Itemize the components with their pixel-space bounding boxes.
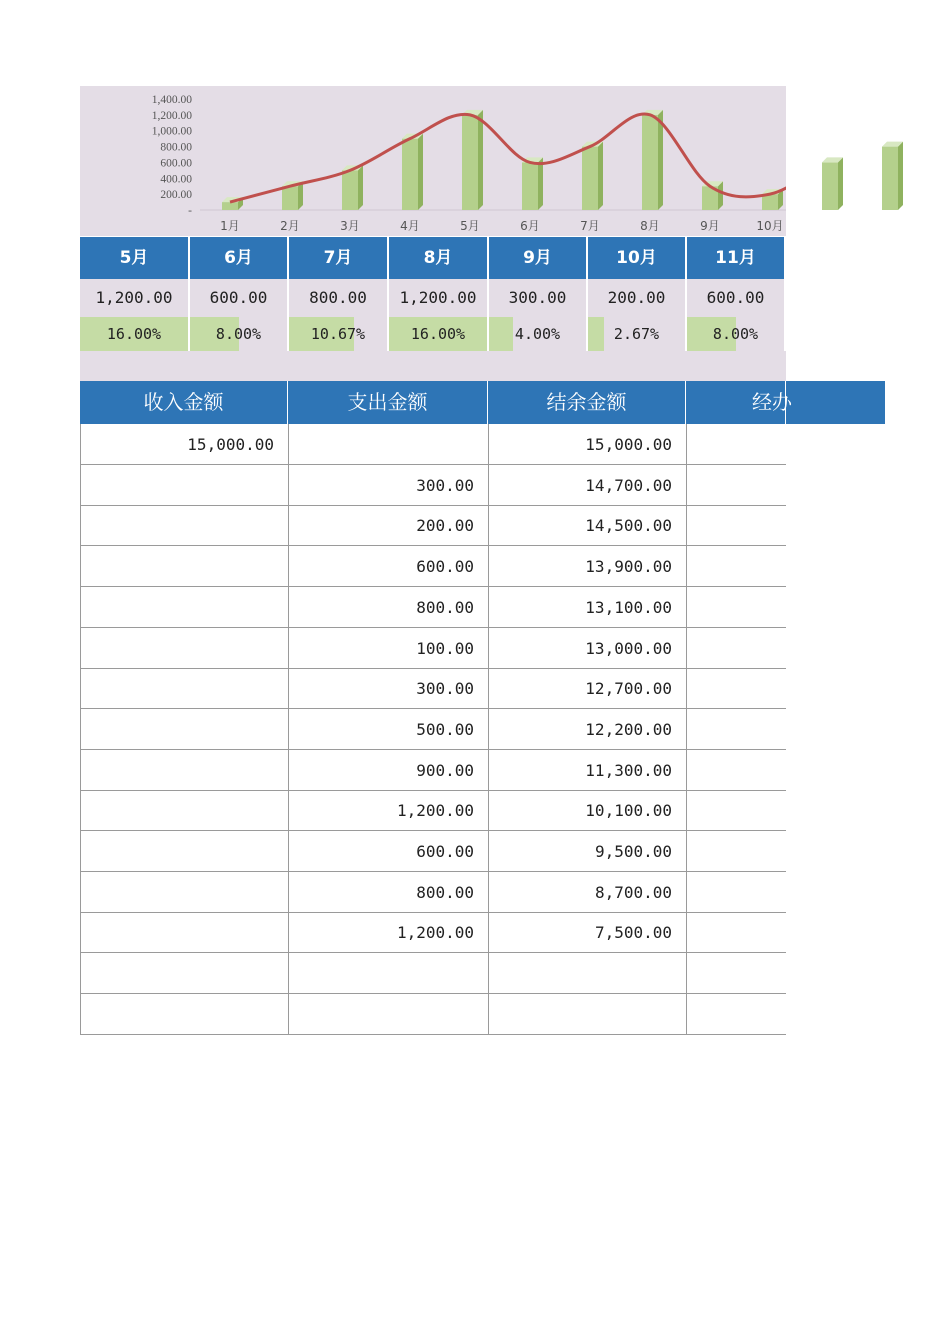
table-cell[interactable] (488, 994, 686, 1035)
bar-face (342, 170, 358, 210)
bar-face (582, 147, 598, 210)
bar-side (838, 157, 843, 210)
table-cell[interactable] (686, 668, 786, 709)
bar (882, 142, 903, 210)
table-cell[interactable] (80, 790, 288, 831)
table-cell[interactable]: 13,900.00 (488, 546, 686, 587)
y-tick-label: 1,000.00 (151, 125, 192, 138)
table-cell[interactable] (80, 709, 288, 750)
table-cell[interactable] (686, 628, 786, 669)
percent-label: 10.67% (310, 325, 366, 343)
table-row (80, 546, 786, 587)
table-cell[interactable]: 300.00 (288, 465, 488, 506)
x-tick-label: 8月 (640, 219, 660, 233)
table-cell[interactable] (686, 912, 786, 953)
table-cell[interactable] (80, 668, 288, 709)
month-percent-cell (588, 317, 687, 351)
month-header-cell: 5月 (80, 237, 190, 279)
x-tick-label: 7月 (580, 219, 600, 233)
table-cell[interactable] (80, 994, 288, 1035)
month-value-cell: 1,200.00 (389, 279, 489, 317)
percent-label: 4.00% (514, 325, 561, 343)
table-cell[interactable]: 100.00 (288, 628, 488, 669)
month-value-cell: 1,200.00 (80, 279, 190, 317)
table-cell[interactable] (686, 831, 786, 872)
table-row (80, 628, 786, 669)
bar-side (898, 142, 903, 210)
y-tick-label: 400.00 (160, 173, 192, 186)
month-percent-cell (687, 317, 786, 351)
x-tick-label: 5月 (460, 219, 480, 233)
table-cell[interactable] (686, 505, 786, 546)
table-cell[interactable] (80, 628, 288, 669)
x-tick-label: 4月 (400, 219, 420, 233)
month-percent-cell (190, 317, 289, 351)
month-value-cell: 800.00 (289, 279, 389, 317)
table-header-cell: 收入金额 (80, 381, 288, 424)
table-row (80, 831, 786, 872)
table-cell[interactable] (686, 587, 786, 628)
percent-label: 16.00% (410, 325, 466, 343)
table-cell[interactable] (288, 953, 488, 994)
table-row (80, 912, 786, 953)
bar-face (882, 147, 898, 210)
month-value-cell: 200.00 (588, 279, 687, 317)
x-tick-label: 10月 (756, 219, 784, 233)
table-cell[interactable] (80, 831, 288, 872)
table-cell[interactable] (488, 953, 686, 994)
table-cell[interactable] (288, 424, 488, 465)
table-row (80, 587, 786, 628)
table-cell[interactable]: 7,500.00 (488, 912, 686, 953)
table-cell[interactable]: 15,000.00 (488, 424, 686, 465)
table-row (80, 994, 786, 1035)
table-cell[interactable] (80, 912, 288, 953)
table-cell[interactable] (686, 953, 786, 994)
y-tick-label: 600.00 (160, 157, 192, 170)
month-value-cell: 600.00 (190, 279, 289, 317)
table-cell[interactable]: 9,500.00 (488, 831, 686, 872)
month-value-cell: 600.00 (687, 279, 786, 317)
table-cell[interactable] (686, 750, 786, 791)
table-cell[interactable] (80, 953, 288, 994)
income-expense-chart (80, 86, 910, 236)
month-value-cell: 300.00 (489, 279, 588, 317)
table-cell[interactable]: 300.00 (288, 668, 488, 709)
bar (402, 134, 423, 210)
table-cell[interactable]: 600.00 (288, 546, 488, 587)
table-cell[interactable]: 13,100.00 (488, 587, 686, 628)
bar-side (718, 181, 723, 210)
table-row (80, 505, 786, 546)
table-cell[interactable]: 12,700.00 (488, 668, 686, 709)
percent-label: 8.00% (712, 325, 759, 343)
table-row (80, 953, 786, 994)
table-cell[interactable]: 12,200.00 (488, 709, 686, 750)
bar-side (478, 110, 483, 210)
table-cell[interactable] (80, 505, 288, 546)
table-row (80, 709, 786, 750)
table-row (80, 872, 786, 913)
bar-face (402, 139, 418, 210)
table-cell[interactable]: 10,100.00 (488, 790, 686, 831)
month-header-cell: 7月 (289, 237, 389, 279)
table-cell[interactable]: 15,000.00 (80, 424, 288, 465)
bar-face (282, 186, 298, 210)
month-percent-cell (389, 317, 489, 351)
table-cell[interactable]: 8,700.00 (488, 872, 686, 913)
bar-face (522, 162, 538, 210)
month-header-cell: 9月 (489, 237, 588, 279)
bar-face (462, 115, 478, 210)
table-cell[interactable]: 900.00 (288, 750, 488, 791)
table-header-cell: 经办 (686, 381, 786, 424)
table-cell[interactable] (686, 424, 786, 465)
bar (702, 181, 723, 210)
y-tick-label: 1,400.00 (151, 94, 192, 106)
trend-line (230, 114, 890, 202)
y-tick-label: 200.00 (160, 189, 192, 202)
table-cell[interactable] (686, 790, 786, 831)
table-row (80, 465, 786, 506)
bar (462, 110, 483, 210)
month-header-cell: 8月 (389, 237, 489, 279)
bar-side (418, 134, 423, 210)
table-cell[interactable]: 800.00 (288, 587, 488, 628)
table-row (80, 424, 786, 465)
table-cell[interactable] (686, 465, 786, 506)
table-header-cell: 支出金额 (288, 381, 488, 424)
table-cell[interactable] (80, 465, 288, 506)
month-percent-cell (489, 317, 588, 351)
table-cell[interactable]: 600.00 (288, 831, 488, 872)
y-tick-label: 800.00 (160, 141, 192, 154)
table-row (80, 750, 786, 791)
table-cell[interactable] (686, 872, 786, 913)
table-cell[interactable]: 14,500.00 (488, 505, 686, 546)
table-row (80, 790, 786, 831)
month-header-row (80, 237, 786, 279)
x-tick-label: 6月 (520, 219, 540, 233)
table-cell[interactable] (686, 994, 786, 1035)
table-cell[interactable]: 1,200.00 (288, 790, 488, 831)
bar (582, 142, 603, 210)
table-cell[interactable] (686, 709, 786, 750)
x-tick-label: 2月 (280, 219, 300, 233)
table-cell[interactable]: 14,700.00 (488, 465, 686, 506)
month-value-row (80, 279, 786, 317)
month-header-cell: 11月 (687, 237, 786, 279)
bar (642, 110, 663, 210)
table-row (80, 668, 786, 709)
month-header-cell: 6月 (190, 237, 289, 279)
bar-face (222, 202, 238, 210)
table-header-cell: 结余金额 (488, 381, 686, 424)
month-percent-row (80, 317, 786, 351)
percent-label: 16.00% (106, 325, 162, 343)
y-tick-label: 1,200.00 (151, 109, 192, 122)
bar-face (822, 162, 838, 210)
percent-label: 8.00% (215, 325, 262, 343)
table-cell[interactable]: 1,200.00 (288, 912, 488, 953)
table-cell[interactable] (80, 587, 288, 628)
table-cell[interactable] (80, 872, 288, 913)
x-tick-label: 3月 (340, 219, 360, 233)
spacer-row (80, 351, 786, 381)
chart-panel (80, 86, 786, 236)
month-header-cell: 10月 (588, 237, 687, 279)
ledger-table-header (80, 381, 885, 424)
table-cell[interactable]: 500.00 (288, 709, 488, 750)
table-cell[interactable] (686, 546, 786, 587)
table-cell[interactable] (288, 994, 488, 1035)
bar-side (358, 165, 363, 210)
month-percent-cell (289, 317, 389, 351)
table-cell[interactable]: 11,300.00 (488, 750, 686, 791)
table-cell[interactable]: 13,000.00 (488, 628, 686, 669)
table-cell[interactable] (80, 750, 288, 791)
table-cell[interactable]: 200.00 (288, 505, 488, 546)
month-percent-cell (80, 317, 190, 351)
bar-side (538, 157, 543, 210)
x-tick-label: 9月 (700, 219, 720, 233)
table-cell[interactable] (80, 546, 288, 587)
table-cell[interactable]: 800.00 (288, 872, 488, 913)
y-tick-label: - (188, 205, 192, 217)
bar (822, 157, 843, 210)
bar (522, 157, 543, 210)
bar-face (642, 115, 658, 210)
bar-side (598, 142, 603, 210)
x-tick-label: 1月 (220, 219, 240, 233)
percent-label: 2.67% (613, 325, 660, 343)
